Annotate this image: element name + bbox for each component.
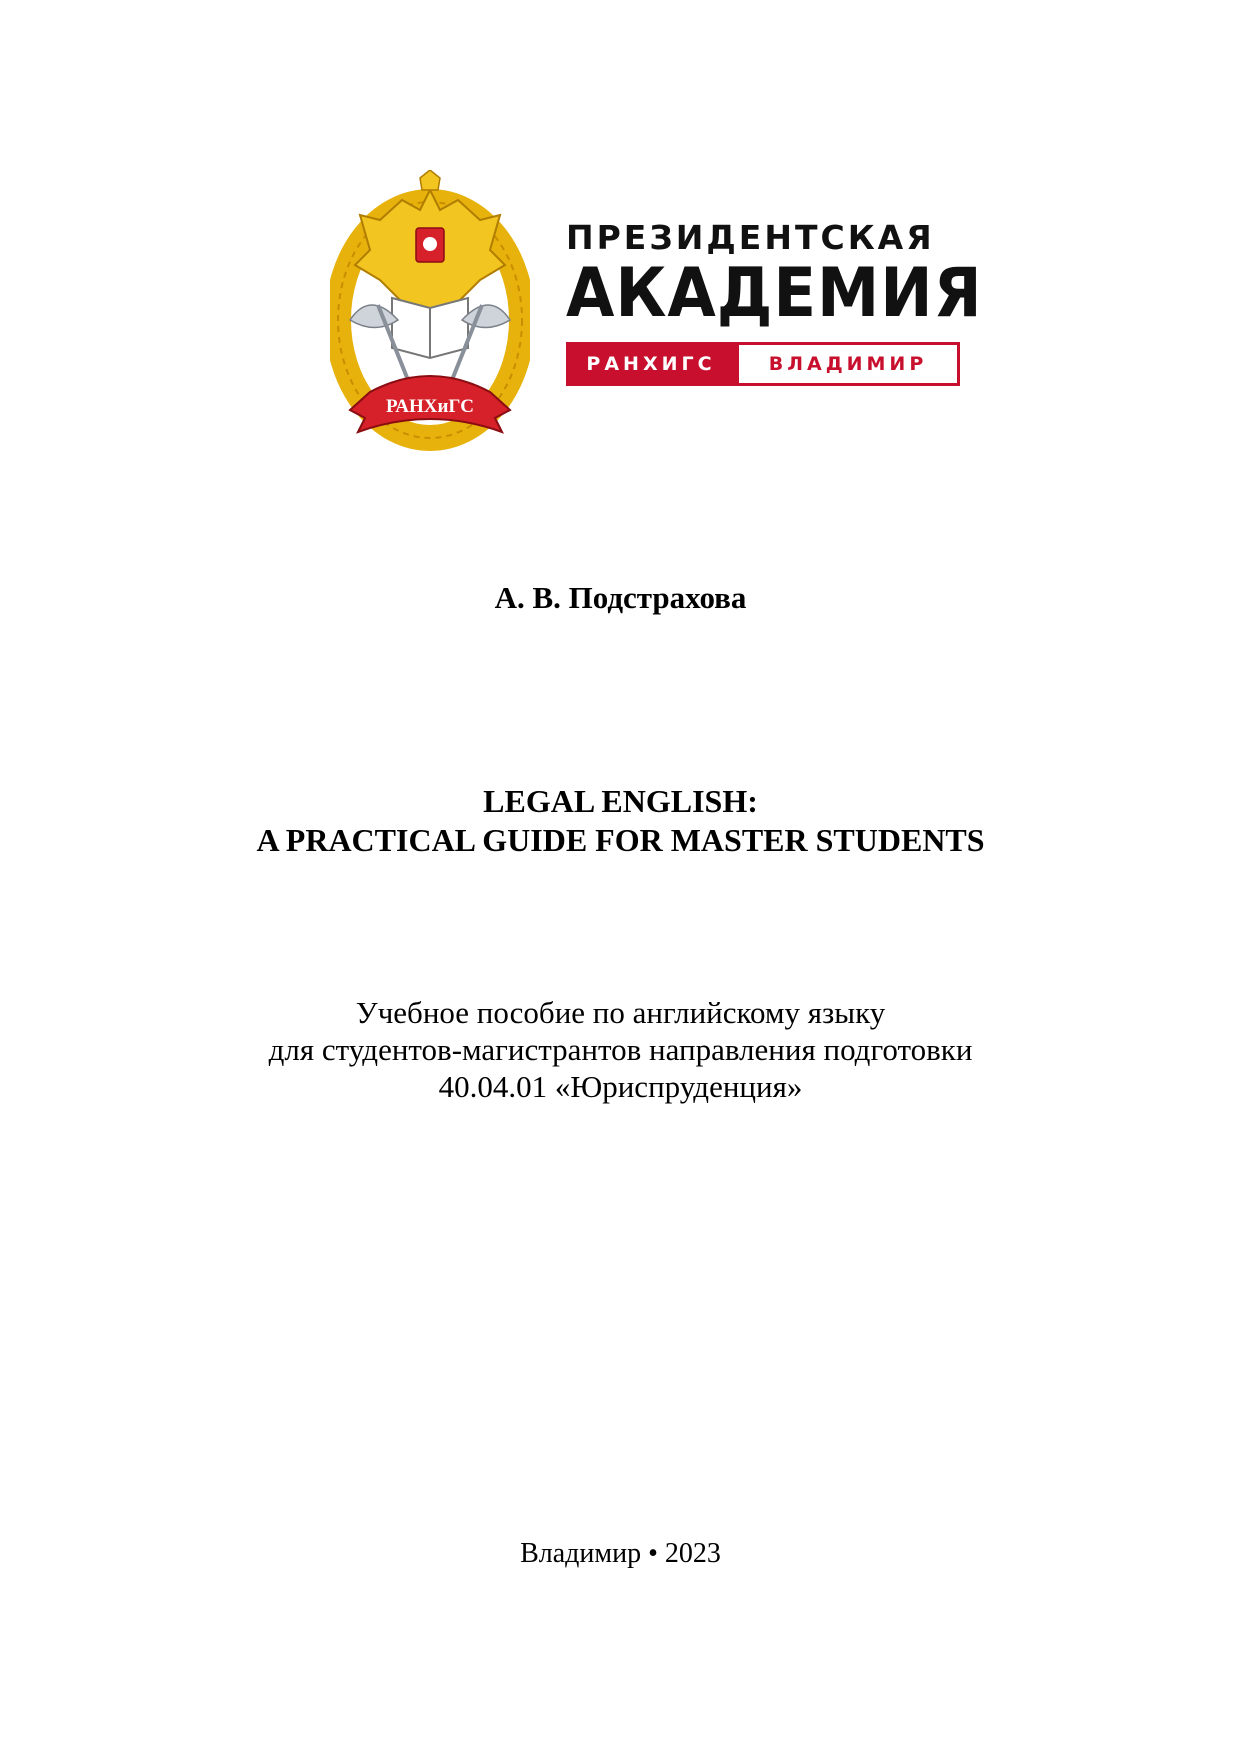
description-line3: 40.04.01 «Юриспруденция»: [438, 1069, 803, 1104]
emblem-ribbon-text: РАНХиГС: [386, 396, 474, 417]
book-description: [0, 994, 1241, 1105]
description-line1: Учебное пособие по английскому языку: [355, 995, 886, 1030]
tag-ranepa: РАНХИГС: [566, 342, 736, 386]
book-title: [0, 782, 1241, 860]
ranepa-coat-of-arms-icon: [330, 170, 530, 460]
academy-logo: [330, 170, 983, 460]
book-title-line2: A PRACTICAL GUIDE FOR MASTER STUDENTS: [256, 822, 985, 858]
tag-vladimir: ВЛАДИМИР: [736, 342, 960, 386]
description-line2: для студентов-магистрантов направления подготовки: [268, 1032, 973, 1067]
book-title-line1: LEGAL ENGLISH:: [483, 783, 758, 819]
academy-wordmark: [566, 218, 983, 386]
author-name: А. В. Подстрахова: [494, 580, 747, 615]
wordmark-line2: АКАДЕМИЯ: [566, 254, 983, 333]
wordmark-line1: ПРЕЗИДЕНТСКАЯ: [566, 218, 935, 257]
publication-place-year: Владимир • 2023: [520, 1538, 721, 1569]
wordmark-tags: [566, 342, 960, 386]
